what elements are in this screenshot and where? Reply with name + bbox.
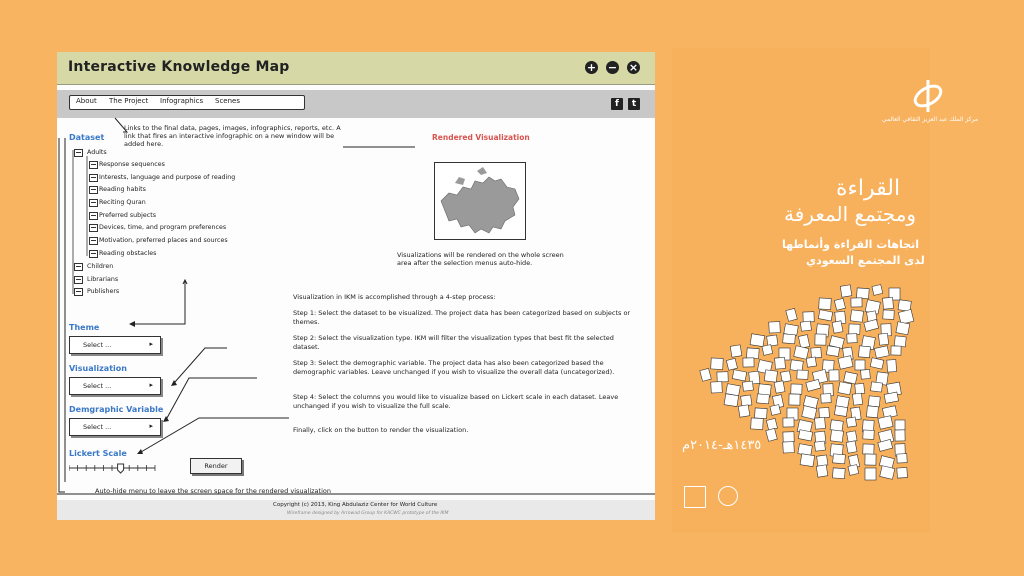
tree-item[interactable]: Response sequences: [99, 161, 165, 168]
book-shape: [751, 418, 764, 430]
tree-toggle[interactable]: [89, 237, 98, 245]
book-shape: [818, 310, 832, 321]
book-shape: [883, 297, 894, 309]
book-shape: [767, 335, 778, 346]
book-shape: [811, 347, 822, 358]
book-shape: [884, 392, 898, 403]
book-shape: [863, 444, 874, 454]
book-shape: [829, 370, 839, 381]
book-shape: [866, 406, 878, 418]
step-final: Finally, click on the button to render the visualization.: [293, 426, 469, 434]
tree-item[interactable]: Interests, language and purpose of reading: [99, 174, 236, 181]
book-shape: [838, 356, 853, 370]
book-shape: [755, 408, 768, 419]
step-2: Step 2: Select the visualization type. IKM will filter the visualization types that best fit the selected dataset.: [293, 334, 614, 351]
book-shape: [769, 322, 781, 334]
step-1: Step 1: Select the dataset to be visualized. The project data has been categorized based on subjects or themes.: [293, 309, 631, 326]
book-shape: [757, 394, 770, 404]
book-shape: [766, 418, 777, 430]
book-shape: [816, 465, 828, 477]
book-shape: [874, 346, 889, 358]
tree-item-children[interactable]: Children: [87, 263, 114, 270]
caret-right-icon: ▸: [149, 381, 153, 389]
tree-item-publishers[interactable]: Publishers: [87, 288, 120, 295]
theme-select[interactable]: [69, 336, 161, 354]
tree-toggle-adults[interactable]: [74, 149, 83, 157]
book-shape: [880, 466, 895, 480]
saudi-map-books-illustration: [688, 280, 926, 500]
book-shape: [747, 348, 760, 359]
book-shape: [711, 382, 723, 394]
book-shape: [878, 416, 893, 430]
book-shape: [741, 395, 752, 406]
book-shape: [894, 336, 906, 347]
book-shape: [806, 379, 821, 391]
dataset-heading: Dataset: [69, 133, 105, 142]
tree-item-librarians[interactable]: Librarians: [87, 276, 119, 283]
poster-title-2: ومجتمع المعرفة: [784, 202, 917, 226]
likert-heading: Lickert Scale: [69, 449, 127, 458]
book-shape: [848, 465, 859, 476]
book-shape: [798, 335, 809, 349]
book-shape: [700, 368, 712, 381]
book-shape: [840, 285, 852, 297]
step-4: Step 4: Select the columns you would like to visualize based on Lickert scale in each dataset. Leave unchanged if you wish to visualize the full scale.: [293, 393, 619, 410]
tree-toggle-librarians[interactable]: [74, 276, 83, 284]
book-shape: [861, 369, 871, 379]
partner-logo: [684, 486, 706, 508]
book-shape: [724, 394, 739, 407]
book-shape: [833, 454, 846, 464]
tree-item[interactable]: Reading habits: [99, 186, 146, 193]
tree-item[interactable]: Devices, time, and program preferences: [99, 224, 227, 231]
book-shape: [832, 321, 843, 334]
tree-item-adults[interactable]: Adults: [87, 149, 107, 156]
book-shape: [844, 372, 858, 384]
book-shape: [783, 432, 794, 442]
theme-select-value: Select ...: [83, 341, 112, 349]
book-shape: [870, 358, 884, 369]
book-shape: [794, 346, 809, 360]
twitter-icon[interactable]: t: [628, 98, 640, 110]
book-shape: [791, 384, 802, 394]
book-shape: [783, 334, 796, 344]
book-shape: [864, 319, 879, 331]
visualization-select-value: Select ...: [83, 382, 112, 390]
poster-year: ١٤٣٥هـ-٢٠١٤م: [682, 438, 762, 453]
book-shape: [717, 372, 728, 382]
credit-text: Wireframe designed by Arrowad Group for KACWC prototype of the IKM: [287, 511, 449, 516]
nav-scenes[interactable]: Scenes: [215, 97, 240, 105]
book-shape: [847, 431, 858, 442]
demographic-select-value: Select ...: [83, 423, 112, 431]
rendered-title: Rendered Visualization: [432, 133, 530, 142]
book-shape: [786, 308, 798, 321]
minimize-button[interactable]: −: [607, 61, 618, 74]
book-shape: [872, 285, 883, 296]
book-shape: [850, 310, 863, 322]
rendered-caption: Visualizations will be rendered on the whole screen area after the selection menus auto-hide.: [397, 251, 564, 267]
book-shape: [847, 334, 857, 344]
facebook-icon[interactable]: f: [611, 98, 623, 110]
book-shape: [789, 394, 800, 405]
book-shape: [878, 333, 888, 345]
book-shape: [855, 360, 865, 370]
book-shape: [833, 468, 846, 479]
tree-toggle[interactable]: [89, 199, 98, 207]
autohide-annotation: Auto-hide menu to leave the screen space for the rendered visualization: [95, 487, 331, 495]
book-shape: [865, 468, 876, 480]
book-shape: [857, 288, 870, 299]
poster-subtitle-2: لدى المجتمع السعودي: [806, 254, 925, 267]
book-shape: [868, 396, 880, 407]
book-shape: [738, 405, 750, 417]
book-shape: [897, 454, 907, 464]
book-shape: [838, 382, 852, 395]
book-shape: [878, 439, 893, 451]
book-shape: [819, 407, 830, 418]
book-shape: [851, 298, 862, 307]
tree-item[interactable]: Reading obstacles: [99, 250, 157, 257]
europe-map-icon: [435, 163, 525, 239]
book-shape: [797, 370, 808, 380]
tree-toggle-children[interactable]: [74, 263, 83, 271]
book-shape: [871, 382, 883, 392]
book-shape: [781, 371, 792, 382]
book-shape: [711, 358, 724, 370]
book-shape: [821, 394, 831, 404]
tree-toggle[interactable]: [89, 174, 98, 182]
step-3: Step 3: Select the demographic variable. The project data has also been categorized based the demographic variables. Leave unchanged if you wish to visualize the overall data (uncategorized).: [293, 359, 615, 376]
render-button[interactable]: Render: [190, 458, 242, 474]
caret-right-icon: ▸: [149, 340, 153, 348]
book-shape: [800, 321, 811, 331]
theme-heading: Theme: [69, 323, 100, 332]
book-shape: [766, 428, 778, 441]
book-shape: [846, 441, 857, 454]
tree-item[interactable]: Reciting Quran: [99, 199, 146, 206]
book-shape: [814, 441, 825, 451]
nav-annotation: Links to the final data, pages, images, infographics, reports, etc. A link that fires an interactive infographic on a new window will be added here.: [124, 124, 341, 148]
book-shape: [883, 310, 894, 320]
book-shape: [852, 393, 862, 405]
tree-toggle[interactable]: [89, 161, 98, 169]
org-name: مركز الملك عبد العزيز الثقافي العالمي: [882, 116, 979, 123]
likert-slider[interactable]: [69, 462, 159, 474]
book-shape: [896, 322, 910, 335]
demographic-heading: Demgraphic Variable: [69, 405, 164, 414]
book-shape: [750, 334, 765, 347]
book-shape: [819, 298, 832, 310]
book-shape: [849, 324, 860, 334]
map-placeholder: [434, 162, 526, 240]
poster-title-1: القراءة: [836, 176, 901, 201]
visualization-select[interactable]: [69, 377, 161, 395]
tree-item[interactable]: Motivation, preferred places and sources: [99, 237, 228, 244]
caret-right-icon: ▸: [149, 422, 153, 430]
book-shape: [834, 406, 847, 417]
footer: [57, 500, 655, 520]
book-shape: [726, 358, 737, 370]
book-shape: [730, 345, 742, 357]
book-shape: [865, 454, 876, 465]
likert-handle[interactable]: [118, 464, 124, 473]
book-shape: [858, 346, 870, 358]
book-shape: [764, 370, 777, 382]
book-shape: [770, 405, 781, 416]
book-shape: [830, 430, 843, 442]
window-title: Interactive Knowledge Map: [68, 59, 290, 75]
tree-toggle[interactable]: [89, 212, 98, 220]
book-shape: [846, 417, 856, 427]
kacwc-logo: [908, 76, 948, 116]
tree-toggle[interactable]: [89, 186, 98, 194]
nav-the-project[interactable]: The Project: [109, 97, 149, 105]
book-shape: [783, 442, 795, 454]
book-shape: [855, 383, 865, 394]
book-shape: [863, 430, 874, 440]
tree-toggle-publishers[interactable]: [74, 288, 83, 296]
nav-about[interactable]: About: [76, 97, 97, 105]
book-shape: [887, 360, 897, 373]
book-shape: [895, 430, 905, 441]
nav-infographics[interactable]: Infographics: [160, 97, 204, 105]
book-shape: [803, 312, 814, 322]
book-shape: [790, 360, 803, 372]
book-shape: [897, 467, 908, 478]
book-shape: [806, 357, 816, 367]
tree-toggle[interactable]: [89, 250, 98, 258]
book-shape: [743, 358, 754, 367]
close-button[interactable]: ×: [628, 61, 639, 74]
book-shape: [775, 357, 786, 369]
book-shape: [891, 346, 901, 355]
wireframe-window: [57, 52, 655, 520]
book-shape: [826, 346, 839, 357]
dataset-tree-lines: [57, 52, 257, 312]
poster: [672, 48, 979, 532]
book-shape: [895, 420, 905, 430]
tree-toggle[interactable]: [89, 224, 98, 232]
demographic-select[interactable]: [69, 418, 161, 436]
tree-item[interactable]: Preferred subjects: [99, 212, 157, 219]
book-shape: [732, 370, 746, 381]
visualization-heading: Visualization: [69, 364, 127, 373]
book-shape: [815, 334, 826, 345]
book-shape: [834, 298, 845, 310]
book-shape: [783, 418, 794, 427]
partner-logo: [718, 486, 738, 506]
poster-subtitle-1: اتجاهات القراءة وأنماطها: [782, 238, 919, 251]
copyright-text: Copyright (c) 2013, King Abdulaziz Center for World Culture: [273, 502, 438, 508]
maximize-button[interactable]: +: [586, 61, 597, 74]
book-shape: [800, 454, 815, 467]
book-shape: [774, 381, 785, 394]
book-shape: [762, 345, 773, 356]
book-shape: [742, 381, 753, 391]
steps-intro: Visualization in IKM is accomplished through a 4-step process:: [293, 293, 496, 301]
book-shape: [815, 417, 826, 429]
